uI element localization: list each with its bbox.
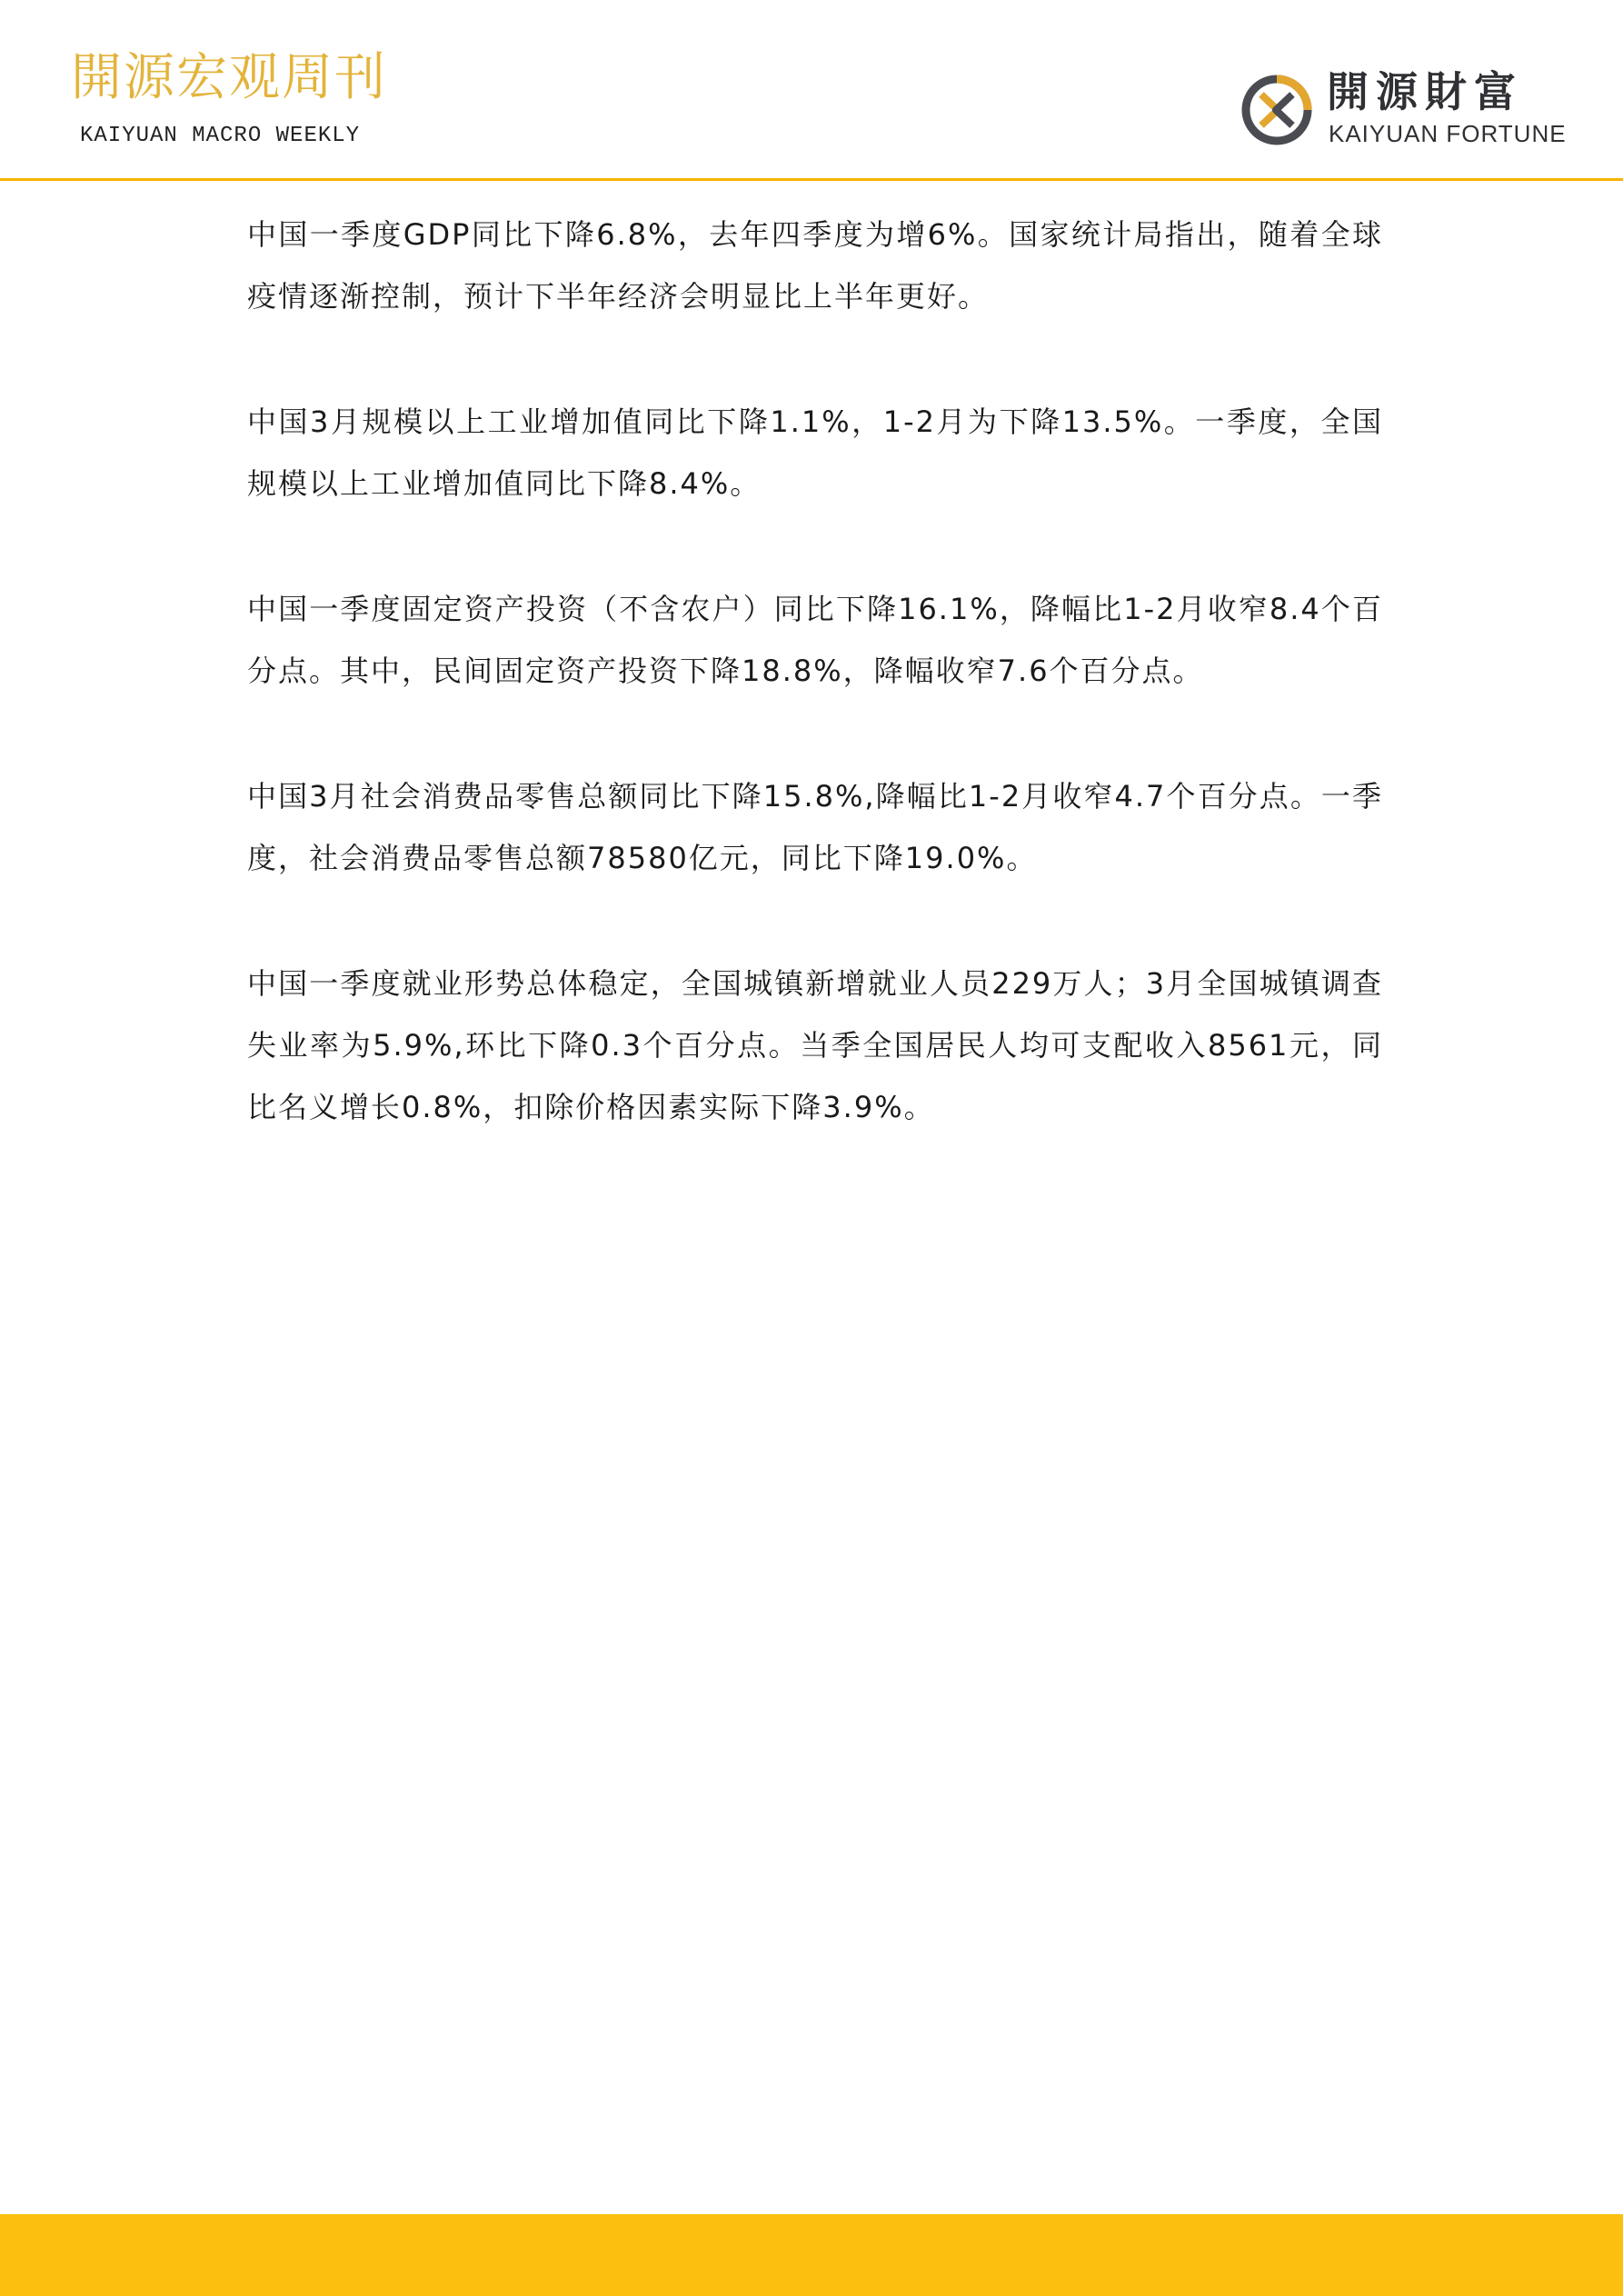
- paragraph-employment-income: 中国一季度就业形势总体稳定，全国城镇新增就业人员229万人；3月全国城镇调查失业率为5.9%,环比下降0.3个百分点。当季全国居民人均可支配收入8561元，同比名义增长0.8%，扣除价格因素实际下降3.9%。: [247, 966, 1383, 1124]
- company-logo: [1241, 67, 1567, 153]
- report-title: 開源宏观周刊: [71, 48, 387, 107]
- header-divider: [0, 178, 1623, 181]
- body-text: [247, 204, 1383, 1202]
- paragraph-fixed-asset-investment: 中国一季度固定资产投资（不含农户）同比下降16.1%，降幅比1-2月收窄8.4个百分点。其中，民间固定资产投资下降18.8%，降幅收窄7.6个百分点。: [247, 592, 1383, 688]
- kaiyuan-logo-icon: [1241, 75, 1312, 145]
- footer-band: [0, 2214, 1623, 2296]
- report-subtitle: KAIYUAN MACRO WEEKLY: [80, 124, 361, 148]
- logo-name-cn: 開源財富: [1327, 67, 1523, 116]
- paragraph-retail-sales: 中国3月社会消费品零售总额同比下降15.8%,降幅比1-2月收窄4.7个百分点。一季度，社会消费品零售总额78580亿元，同比下降19.0%。: [247, 779, 1383, 875]
- paragraph-gdp: 中国一季度GDP同比下降6.8%，去年四季度为增6%。国家统计局指出，随着全球疫情逐渐控制，预计下半年经济会明显比上半年更好。: [247, 217, 1383, 314]
- paragraph-industrial-output: 中国3月规模以上工业增加值同比下降1.1%，1-2月为下降13.5%。一季度，全国规模以上工业增加值同比下降8.4%。: [247, 404, 1383, 501]
- logo-name-en: KAIYUAN FORTUNE: [1329, 120, 1567, 147]
